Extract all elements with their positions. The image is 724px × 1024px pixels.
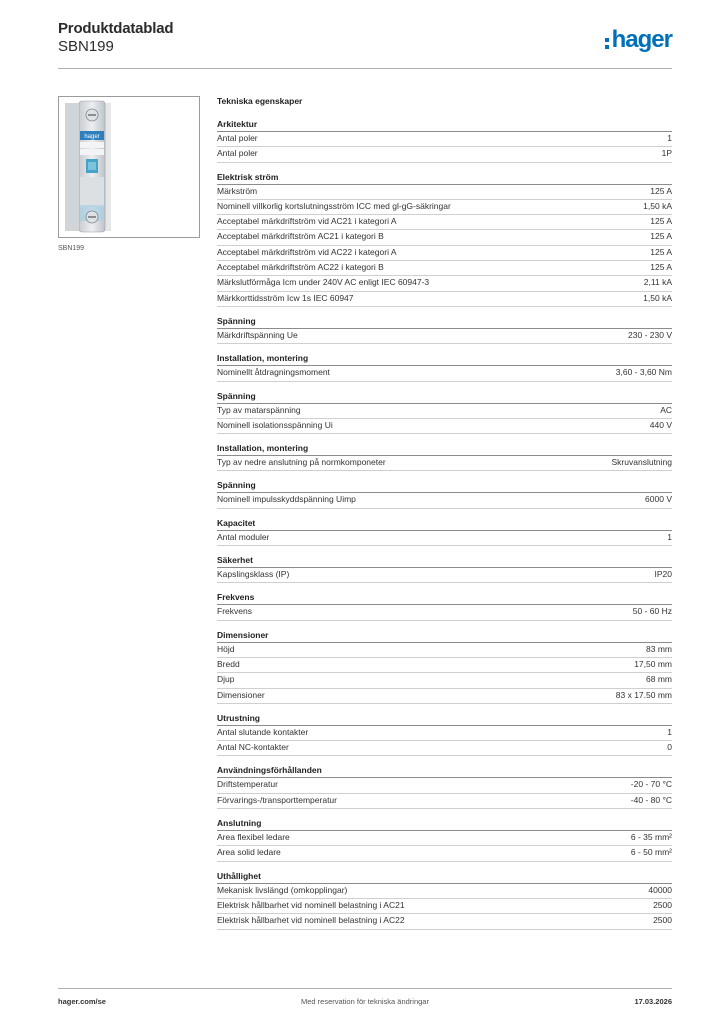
- document-title: Produktdatablad: [58, 20, 174, 37]
- spec-value: 40000: [648, 884, 672, 895]
- spec-group: [217, 316, 672, 344]
- spec-value: 68 mm: [646, 674, 672, 685]
- spec-row: [217, 846, 672, 861]
- header: [58, 20, 173, 55]
- spec-group: [217, 630, 672, 704]
- spec-row: [217, 261, 672, 276]
- spec-value: 6000 V: [645, 494, 672, 505]
- spec-group-title: Användningsförhållanden: [217, 765, 672, 778]
- spec-value: 6 - 35 mm²: [630, 832, 672, 843]
- spec-group-title: Spänning: [217, 480, 672, 493]
- website-link[interactable]: hager.com/se: [58, 997, 106, 1006]
- spec-value: Skruvanslutning: [611, 457, 672, 468]
- spec-row: [217, 456, 672, 471]
- spec-value: 440 V: [649, 419, 672, 430]
- spec-row: [217, 673, 672, 688]
- spec-value: 1: [667, 133, 672, 143]
- spec-value: 0: [667, 742, 672, 753]
- spec-label: Antal poler: [217, 133, 258, 143]
- spec-group-title: Utrustning: [217, 713, 672, 726]
- spec-group: [217, 480, 672, 508]
- spec-value: 2,11 kA: [643, 277, 672, 288]
- spec-value: AC: [660, 404, 672, 415]
- spec-row: [217, 132, 672, 147]
- spec-row: [217, 778, 672, 793]
- spec-label: Nominell impulsskyddspänning Uimp: [217, 494, 356, 505]
- spec-group-title: Spänning: [217, 316, 672, 329]
- spec-value: 2500: [653, 915, 672, 926]
- spec-label: Dimensioner: [217, 689, 265, 700]
- spec-row: [217, 658, 672, 673]
- spec-value: 125 A: [650, 185, 672, 196]
- spec-row: [217, 215, 672, 230]
- footer-divider: [58, 988, 672, 989]
- spec-value: 83 x 17.50 mm: [615, 689, 672, 700]
- spec-value: 230 - 230 V: [628, 329, 672, 340]
- spec-label: Acceptabel märkdriftström AC22 i kategori B: [217, 262, 384, 273]
- spec-label: Antal poler: [217, 148, 258, 159]
- spec-row: [217, 726, 672, 741]
- logo-dots-icon: [605, 38, 609, 49]
- spec-value: 1: [667, 531, 672, 542]
- spec-row: [217, 794, 672, 809]
- spec-group-title: Kapacitet: [217, 518, 672, 531]
- spec-groups: [217, 119, 672, 930]
- spec-label: Typ av matarspänning: [217, 404, 301, 415]
- spec-row: [217, 899, 672, 914]
- spec-label: Märkström: [217, 185, 258, 196]
- spec-label: Acceptabel märkdriftström vid AC22 i kategori A: [217, 246, 397, 257]
- spec-label: Elektrisk hållbarhet vid nominell belastning i AC21: [217, 899, 405, 910]
- spec-group-title: Installation, montering: [217, 353, 672, 366]
- spec-value: 6 - 50 mm²: [630, 847, 672, 858]
- spec-label: Nominellt åtdragningsmoment: [217, 367, 330, 378]
- spec-group-title: Säkerhet: [217, 555, 672, 568]
- spec-label: Bredd: [217, 658, 240, 669]
- spec-group-title: Spänning: [217, 391, 672, 404]
- spec-value: 1P: [661, 148, 672, 159]
- spec-group: [217, 353, 672, 381]
- spec-group: [217, 443, 672, 471]
- spec-label: Kapslingsklass (IP): [217, 569, 290, 580]
- spec-group-title: Installation, montering: [217, 443, 672, 456]
- spec-group-title: Arkitektur: [217, 119, 672, 132]
- spec-row: [217, 404, 672, 419]
- spec-value: IP20: [654, 569, 672, 580]
- spec-value: 50 - 60 Hz: [632, 606, 672, 617]
- spec-value: 125 A: [650, 216, 672, 227]
- disclaimer: Med reservation för tekniska ändringar: [301, 997, 429, 1006]
- spec-row: [217, 531, 672, 546]
- spec-group: [217, 592, 672, 620]
- spec-label: Märkdriftspänning Ue: [217, 329, 298, 340]
- spec-value: -20 - 70 °C: [630, 779, 672, 790]
- spec-group-title: Anslutning: [217, 818, 672, 831]
- spec-group: [217, 391, 672, 435]
- spec-group: [217, 765, 672, 809]
- spec-label: Antal NC-kontakter: [217, 742, 289, 753]
- spec-label: Djup: [217, 674, 235, 685]
- product-code: SBN199: [58, 38, 114, 55]
- spec-group-title: Elektrisk ström: [217, 172, 672, 185]
- spec-row: [217, 246, 672, 261]
- spec-value: 125 A: [650, 231, 672, 242]
- spec-group-title: Uthållighet: [217, 871, 672, 884]
- spec-group-title: Dimensioner: [217, 630, 672, 643]
- spec-group: [217, 555, 672, 583]
- spec-label: Märkkorttidsström Icw 1s IEC 60947: [217, 292, 354, 303]
- product-image: [58, 96, 200, 238]
- spec-row: [217, 914, 672, 929]
- spec-row: [217, 419, 672, 434]
- spec-row: [217, 329, 672, 344]
- spec-label: Förvarings-/transporttemperatur: [217, 794, 337, 805]
- spec-label: Märkslutförmåga Icm under 240V AC enligt IEC 60947-3: [217, 277, 430, 288]
- header-divider: [58, 68, 672, 69]
- switch-disconnector-icon: [59, 97, 199, 237]
- spec-group: [217, 172, 672, 307]
- spec-row: [217, 200, 672, 215]
- spec-row: [217, 568, 672, 583]
- spec-label: Acceptabel märkdriftström AC21 i kategori B: [217, 231, 384, 242]
- spec-value: 83 mm: [646, 643, 672, 654]
- technical-specifications: [217, 96, 672, 939]
- spec-value: -40 - 80 °C: [630, 794, 672, 805]
- spec-row: [217, 605, 672, 620]
- spec-row: [217, 147, 672, 162]
- spec-value: 1: [667, 726, 672, 737]
- spec-label: Typ av nedre anslutning på normkomponeter: [217, 457, 386, 468]
- spec-value: 125 A: [650, 262, 672, 273]
- spec-group-title: Frekvens: [217, 592, 672, 605]
- spec-value: 17,50 mm: [634, 658, 672, 669]
- spec-label: Mekanisk livslängd (omkopplingar): [217, 884, 348, 895]
- spec-label: Antal slutande kontakter: [217, 726, 309, 737]
- hager-logo: [605, 28, 672, 52]
- spec-value: 2500: [653, 899, 672, 910]
- spec-label: Area solid ledare: [217, 847, 281, 858]
- spec-group: [217, 518, 672, 546]
- spec-row: [217, 689, 672, 704]
- spec-label: Antal moduler: [217, 531, 270, 542]
- spec-value: 125 A: [650, 246, 672, 257]
- spec-row: [217, 230, 672, 245]
- spec-value: 1,50 kA: [643, 200, 672, 211]
- spec-row: [217, 493, 672, 508]
- spec-label: Höjd: [217, 643, 235, 654]
- logo-text: hager: [611, 26, 672, 53]
- spec-row: [217, 292, 672, 307]
- spec-label: Nominell villkorlig kortslutningsström ICC med gl-gG-säkringar: [217, 200, 451, 211]
- spec-value: 1,50 kA: [643, 292, 672, 303]
- spec-group: [217, 871, 672, 930]
- spec-group: [217, 119, 672, 163]
- spec-label: Acceptabel märkdriftström vid AC21 i kategori A: [217, 216, 397, 227]
- spec-label: Nominell isolationsspänning Ui: [217, 419, 333, 430]
- spec-row: [217, 831, 672, 846]
- document-date: 17.03.2026: [634, 997, 672, 1006]
- device-brand-label: hager: [84, 134, 100, 140]
- spec-group: [217, 818, 672, 862]
- spec-label: Frekvens: [217, 606, 252, 617]
- spec-row: [217, 884, 672, 899]
- spec-row: [217, 366, 672, 381]
- spec-label: Driftstemperatur: [217, 779, 278, 790]
- spec-row: [217, 643, 672, 658]
- spec-row: [217, 741, 672, 756]
- spec-value: 3,60 - 3,60 Nm: [615, 367, 672, 378]
- specs-heading: Tekniska egenskaper: [217, 96, 303, 106]
- spec-row: [217, 185, 672, 200]
- product-caption: SBN199: [58, 245, 85, 252]
- spec-group: [217, 713, 672, 757]
- spec-row: [217, 276, 672, 291]
- spec-label: Elektrisk hållbarhet vid nominell belastning i AC22: [217, 915, 405, 926]
- spec-label: Area flexibel ledare: [217, 832, 290, 843]
